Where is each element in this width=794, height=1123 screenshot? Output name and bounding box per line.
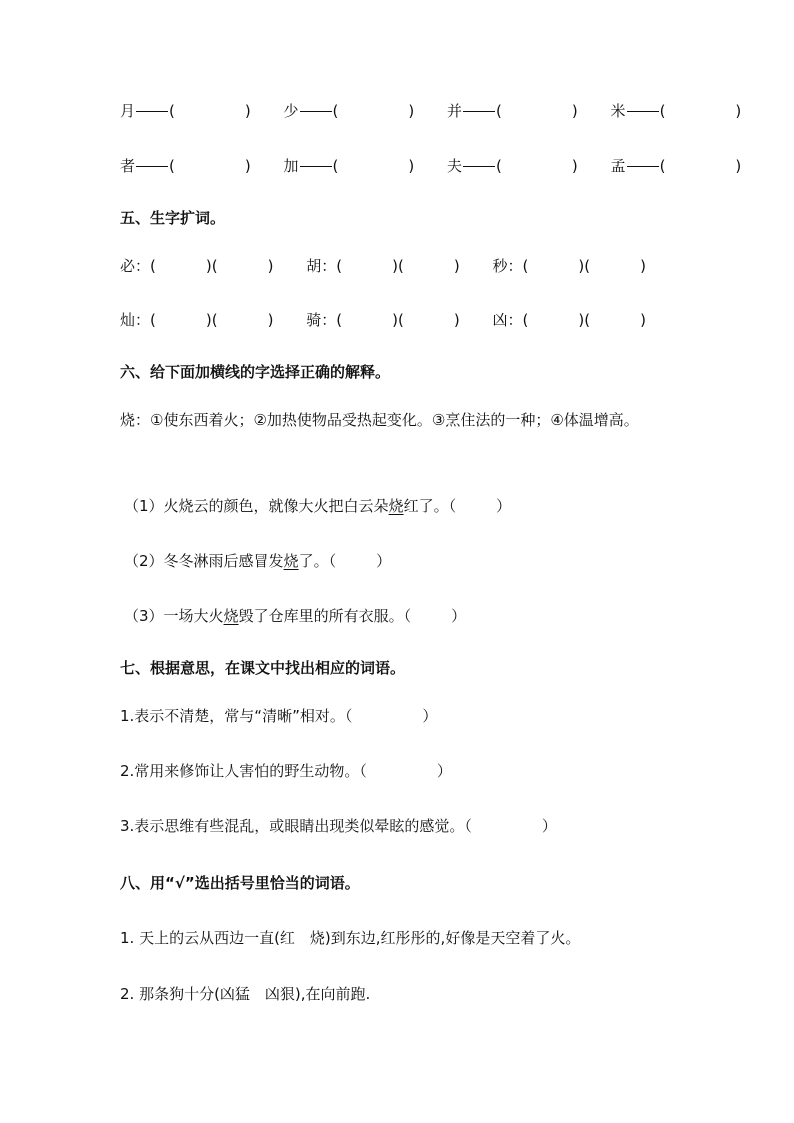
answer-blank-line[interactable] (136, 111, 168, 112)
question-7-1: 1.表示不清楚，常与“清晰”相对。（ ） (120, 707, 438, 725)
expand-char: 灿： (120, 311, 151, 329)
pair-char: 孟 (610, 157, 626, 175)
question-8-1: 1. 天上的云从西边一直(红 烧)到东边,红彤彤的,好像是天空着了火。 (120, 929, 581, 947)
expand-row-2: 灿：( )( ) 骑：( )( ) 凶：( )( ) (120, 311, 646, 329)
pair-char: 者 (120, 157, 136, 175)
pair-char: 米 (610, 102, 626, 120)
pair-row-1: 月 ( ) 少 ( ) 并 ( ) 米 ( ) (120, 102, 742, 120)
section-6-title: 六、给下面加横线的字选择正确的解释。 (120, 363, 391, 381)
pair-char: 少 (283, 102, 299, 120)
section-7-title: 七、根据意思，在课文中找出相应的词语。 (120, 659, 406, 677)
expand-char: 骑： (306, 311, 337, 329)
pair-char: 夫 (447, 157, 463, 175)
answer-blank-line[interactable] (627, 166, 659, 167)
expand-char: 必： (120, 257, 151, 275)
expand-char: 胡： (306, 257, 337, 275)
question-6-3: （3）一场大火烧毁了仓库里的所有衣服。（ ） (124, 607, 467, 625)
section-8-title: 八、用“√”选出括号里恰当的词语。 (120, 874, 360, 892)
section-5-title: 五、生字扩词。 (120, 209, 226, 227)
pair-row-2: 者 ( ) 加 ( ) 夫 ( ) 孟 ( ) (120, 157, 742, 175)
pair-char: 并 (447, 102, 463, 120)
definition-text: 烧：①使东西着火；②加热使物品受热起变化。③烹住法的一种；④体温增高。 (120, 411, 639, 429)
expand-row-1: 必：( )( ) 胡：( )( ) 秒：( )( ) (120, 257, 646, 275)
underlined-char: 烧 (388, 497, 404, 515)
question-8-2: 2. 那条狗十分(凶猛 凶狠),在向前跑. (120, 985, 371, 1003)
answer-blank-line[interactable] (463, 166, 495, 167)
answer-blank-line[interactable] (300, 166, 332, 167)
pair-char: 加 (283, 157, 299, 175)
answer-blank-line[interactable] (463, 111, 495, 112)
answer-blank-line[interactable] (300, 111, 332, 112)
underlined-char: 烧 (283, 552, 299, 570)
underlined-char: 烧 (223, 607, 239, 625)
question-6-1: （1）火烧云的颜色，就像大火把白云朵烧红了。（ ） (124, 497, 512, 515)
question-7-3: 3.表示思维有些混乱，或眼睛出现类似晕眩的感觉。（ ） (120, 817, 557, 835)
pair-char: 月 (120, 102, 136, 120)
expand-char: 凶： (492, 311, 523, 329)
answer-blank-line[interactable] (136, 166, 168, 167)
expand-char: 秒： (492, 257, 523, 275)
answer-blank-line[interactable] (627, 111, 659, 112)
question-6-2: （2）冬冬淋雨后感冒发烧了。（ ） (124, 552, 392, 570)
question-7-2: 2.常用来修饰让人害怕的野生动物。（ ） (120, 762, 452, 780)
